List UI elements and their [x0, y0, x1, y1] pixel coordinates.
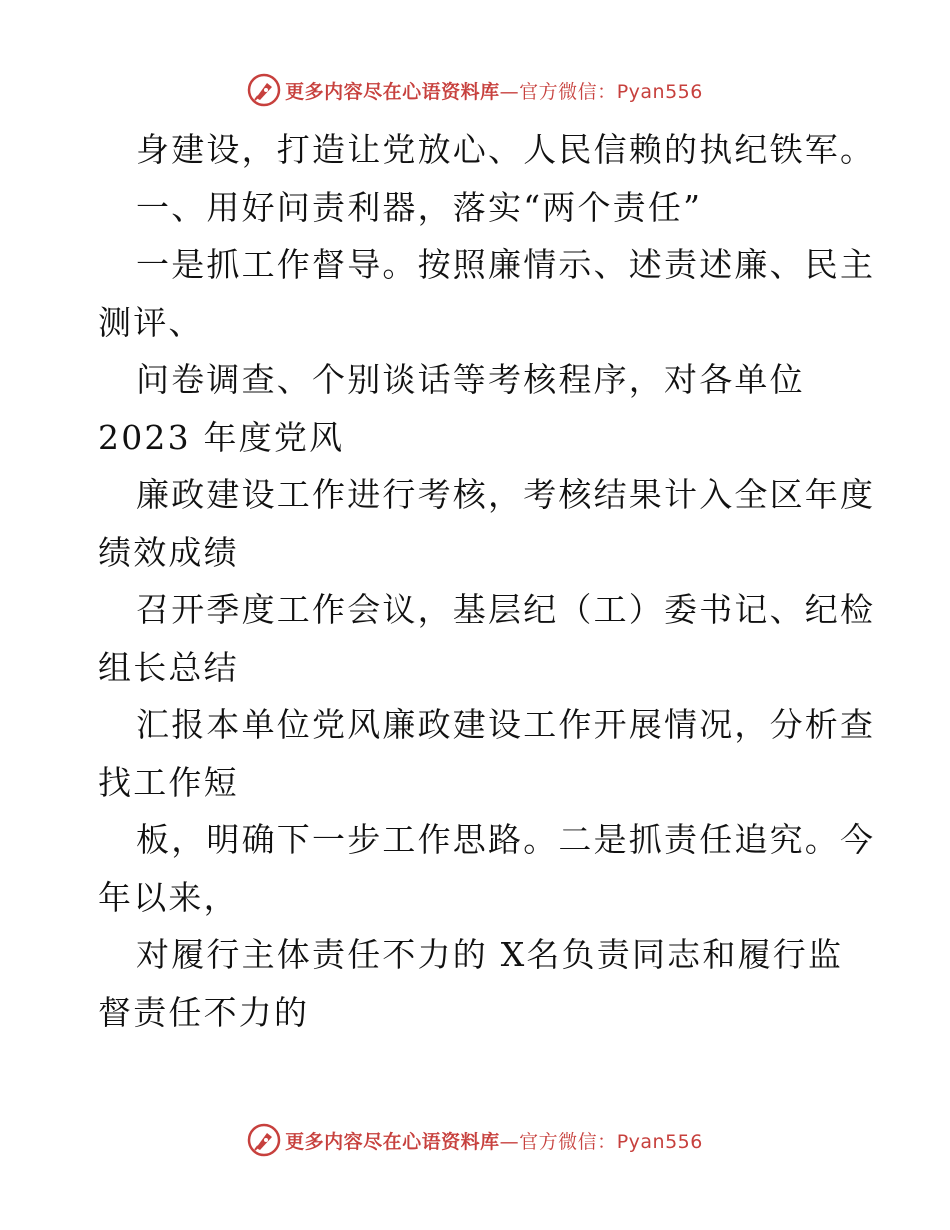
text-line: 召开季度工作会议，基层纪（工）委书记、纪检	[136, 590, 876, 629]
watermark-name: 更多内容尽在心语资料库	[285, 1130, 500, 1153]
watermark-contact-label: 官方微信：	[519, 1130, 617, 1153]
watermark-dash: —	[499, 80, 520, 103]
header-watermark	[0, 70, 950, 110]
text-line: 绩效成绩	[98, 532, 239, 572]
text-line: 板，明确下一步工作思路。二是抓责任追究。今	[136, 820, 876, 859]
footer-watermark	[0, 1120, 950, 1160]
watermark-contact-id: Pyan556	[616, 1130, 703, 1153]
pen-nib-circle-icon	[247, 73, 281, 107]
text-line: 问卷调查、个别谈话等考核程序，对各单位	[136, 360, 805, 399]
text-line: 年以来，	[98, 877, 239, 917]
watermark-text	[285, 77, 703, 104]
text-line: 一是抓工作督导。按照廉情示、述责述廉、民主	[136, 245, 876, 284]
document-body	[98, 121, 876, 1041]
watermark-contact-label: 官方微信：	[519, 80, 617, 103]
text-line: 督责任不力的	[98, 992, 310, 1032]
text-line: 组长总结	[98, 647, 239, 687]
text-line: 汇报本单位党风廉政建设工作开展情况，分析查	[136, 705, 876, 744]
watermark-contact-id: Pyan556	[616, 80, 703, 103]
text-line: 测评、	[98, 302, 204, 342]
text-line: 身建设，打造让党放心、人民信赖的执纪铁军。	[136, 130, 876, 169]
watermark-dash: —	[499, 1130, 520, 1153]
pen-nib-circle-icon	[247, 1123, 281, 1157]
text-line: 对履行主体责任不力的 X名负责同志和履行监	[136, 935, 844, 974]
section-heading: 一、用好问责利器，落实“两个责任”	[136, 187, 703, 227]
text-line: 找工作短	[98, 762, 239, 802]
text-line: 廉政建设工作进行考核，考核结果计入全区年度	[136, 475, 876, 514]
watermark-name: 更多内容尽在心语资料库	[285, 80, 500, 103]
watermark-text	[285, 1127, 703, 1154]
text-line: 2023 年度党风	[98, 417, 345, 457]
